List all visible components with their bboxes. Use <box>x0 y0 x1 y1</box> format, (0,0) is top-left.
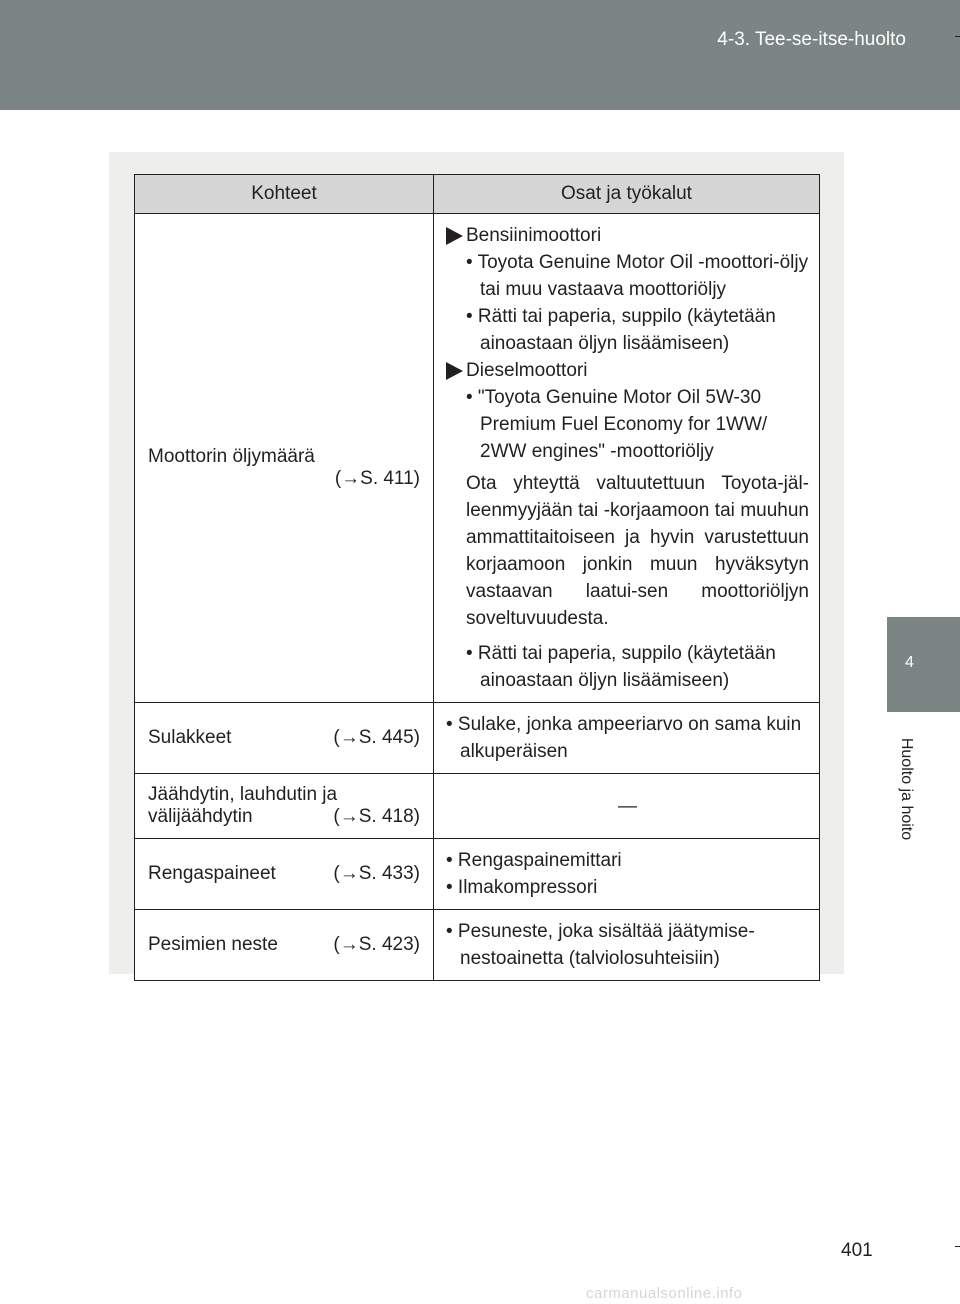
tools-cell <box>434 703 820 774</box>
chapter-label: Huolto ja hoito <box>898 737 915 841</box>
table-row <box>135 910 820 981</box>
tools-cell <box>434 214 820 703</box>
item-label: Jäähdytin, lauhdutin ja <box>148 784 338 805</box>
item-label: Sulakkeet <box>148 727 232 748</box>
bullet-item: • Rengaspainemittari <box>446 850 622 871</box>
tools-table <box>134 174 820 981</box>
item-cell <box>135 910 434 981</box>
engine-heading <box>446 357 809 384</box>
footer-watermark <box>0 1285 960 1304</box>
page-number: 401 <box>841 1240 873 1261</box>
item-cell <box>135 839 434 910</box>
bullet-item: • Pesuneste, joka sisältää jäätymise-nestoainetta (talviolosuhteisiin) <box>446 921 755 969</box>
table-row <box>135 703 820 774</box>
engine-type: Bensiinimoottori <box>466 225 602 246</box>
engine-heading <box>446 222 809 249</box>
item-label: Moottorin öljymäärä <box>148 446 315 467</box>
tools-cell <box>434 910 820 981</box>
chapter-tab <box>887 617 960 712</box>
item-label: välijäähdytin <box>148 806 253 827</box>
table-row <box>135 214 820 703</box>
item-cell <box>135 703 434 774</box>
chapter-header-bar <box>0 0 960 110</box>
page-reference: (→S. 445) <box>333 727 420 748</box>
bullet-item: • "Toyota Genuine Motor Oil 5W-30 Premium Fuel Economy for 1WW/ 2WW engines" -moottoriöljy <box>466 387 768 462</box>
page-reference: (→S. 433) <box>333 863 420 884</box>
chapter-label-vertical <box>893 712 917 872</box>
page-reference: (→S. 423) <box>333 934 420 955</box>
watermark-text: carmanualsonline.info <box>586 1285 743 1302</box>
bullet-item: • Rätti tai paperia, suppilo (käytetään ainoastaan öljyn lisäämiseen) <box>466 306 776 354</box>
crop-mark <box>955 1246 960 1247</box>
bullet-list <box>446 640 809 694</box>
table-row <box>135 774 820 839</box>
tools-cell: — <box>434 774 820 839</box>
page-reference: (→S. 418) <box>333 806 420 827</box>
crop-mark <box>955 36 960 37</box>
chapter-number: 4 <box>905 654 914 671</box>
item-cell <box>135 774 434 839</box>
column-header-tools: Osat ja työkalut <box>434 175 820 214</box>
item-label: Rengaspaineet <box>148 863 276 884</box>
bullet-item: • Rätti tai paperia, suppilo (käytetään ainoastaan öljyn lisäämiseen) <box>466 643 776 691</box>
page-reference: (→S. 411) <box>334 468 420 489</box>
bullet-list <box>446 384 809 465</box>
bullet-item: • Ilmakompressori <box>446 877 598 898</box>
bullet-item: • Sulake, jonka ampeeriarvo on sama kuin alkuperäisen <box>446 714 802 762</box>
column-header-items: Kohteet <box>135 175 434 214</box>
bullet-item: • Toyota Genuine Motor Oil -moottori-öljy tai muu vastaava moottoriöljy <box>466 252 809 300</box>
table-row <box>135 839 820 910</box>
triangle-bullet-icon <box>446 227 463 245</box>
bullet-list <box>446 249 809 357</box>
item-label: Pesimien neste <box>148 934 278 955</box>
tools-cell <box>434 839 820 910</box>
dealer-note: Ota yhteyttä valtuutettuun Toyota-jäl-leenmyyjään tai -korjaamoon tai muuhun ammattitaitoiseen ja hyvin varustettuun korjaamoon jonkin muun hyväksytyn vastaavan laatui-sen moottoriöljyn soveltuvuudesta. <box>466 473 809 629</box>
triangle-bullet-icon <box>446 362 463 380</box>
section-title: 4-3. Tee-se-itse-huolto <box>717 29 906 50</box>
item-cell <box>135 214 434 703</box>
table-header-row <box>135 175 820 214</box>
engine-type: Dieselmoottori <box>466 360 588 381</box>
